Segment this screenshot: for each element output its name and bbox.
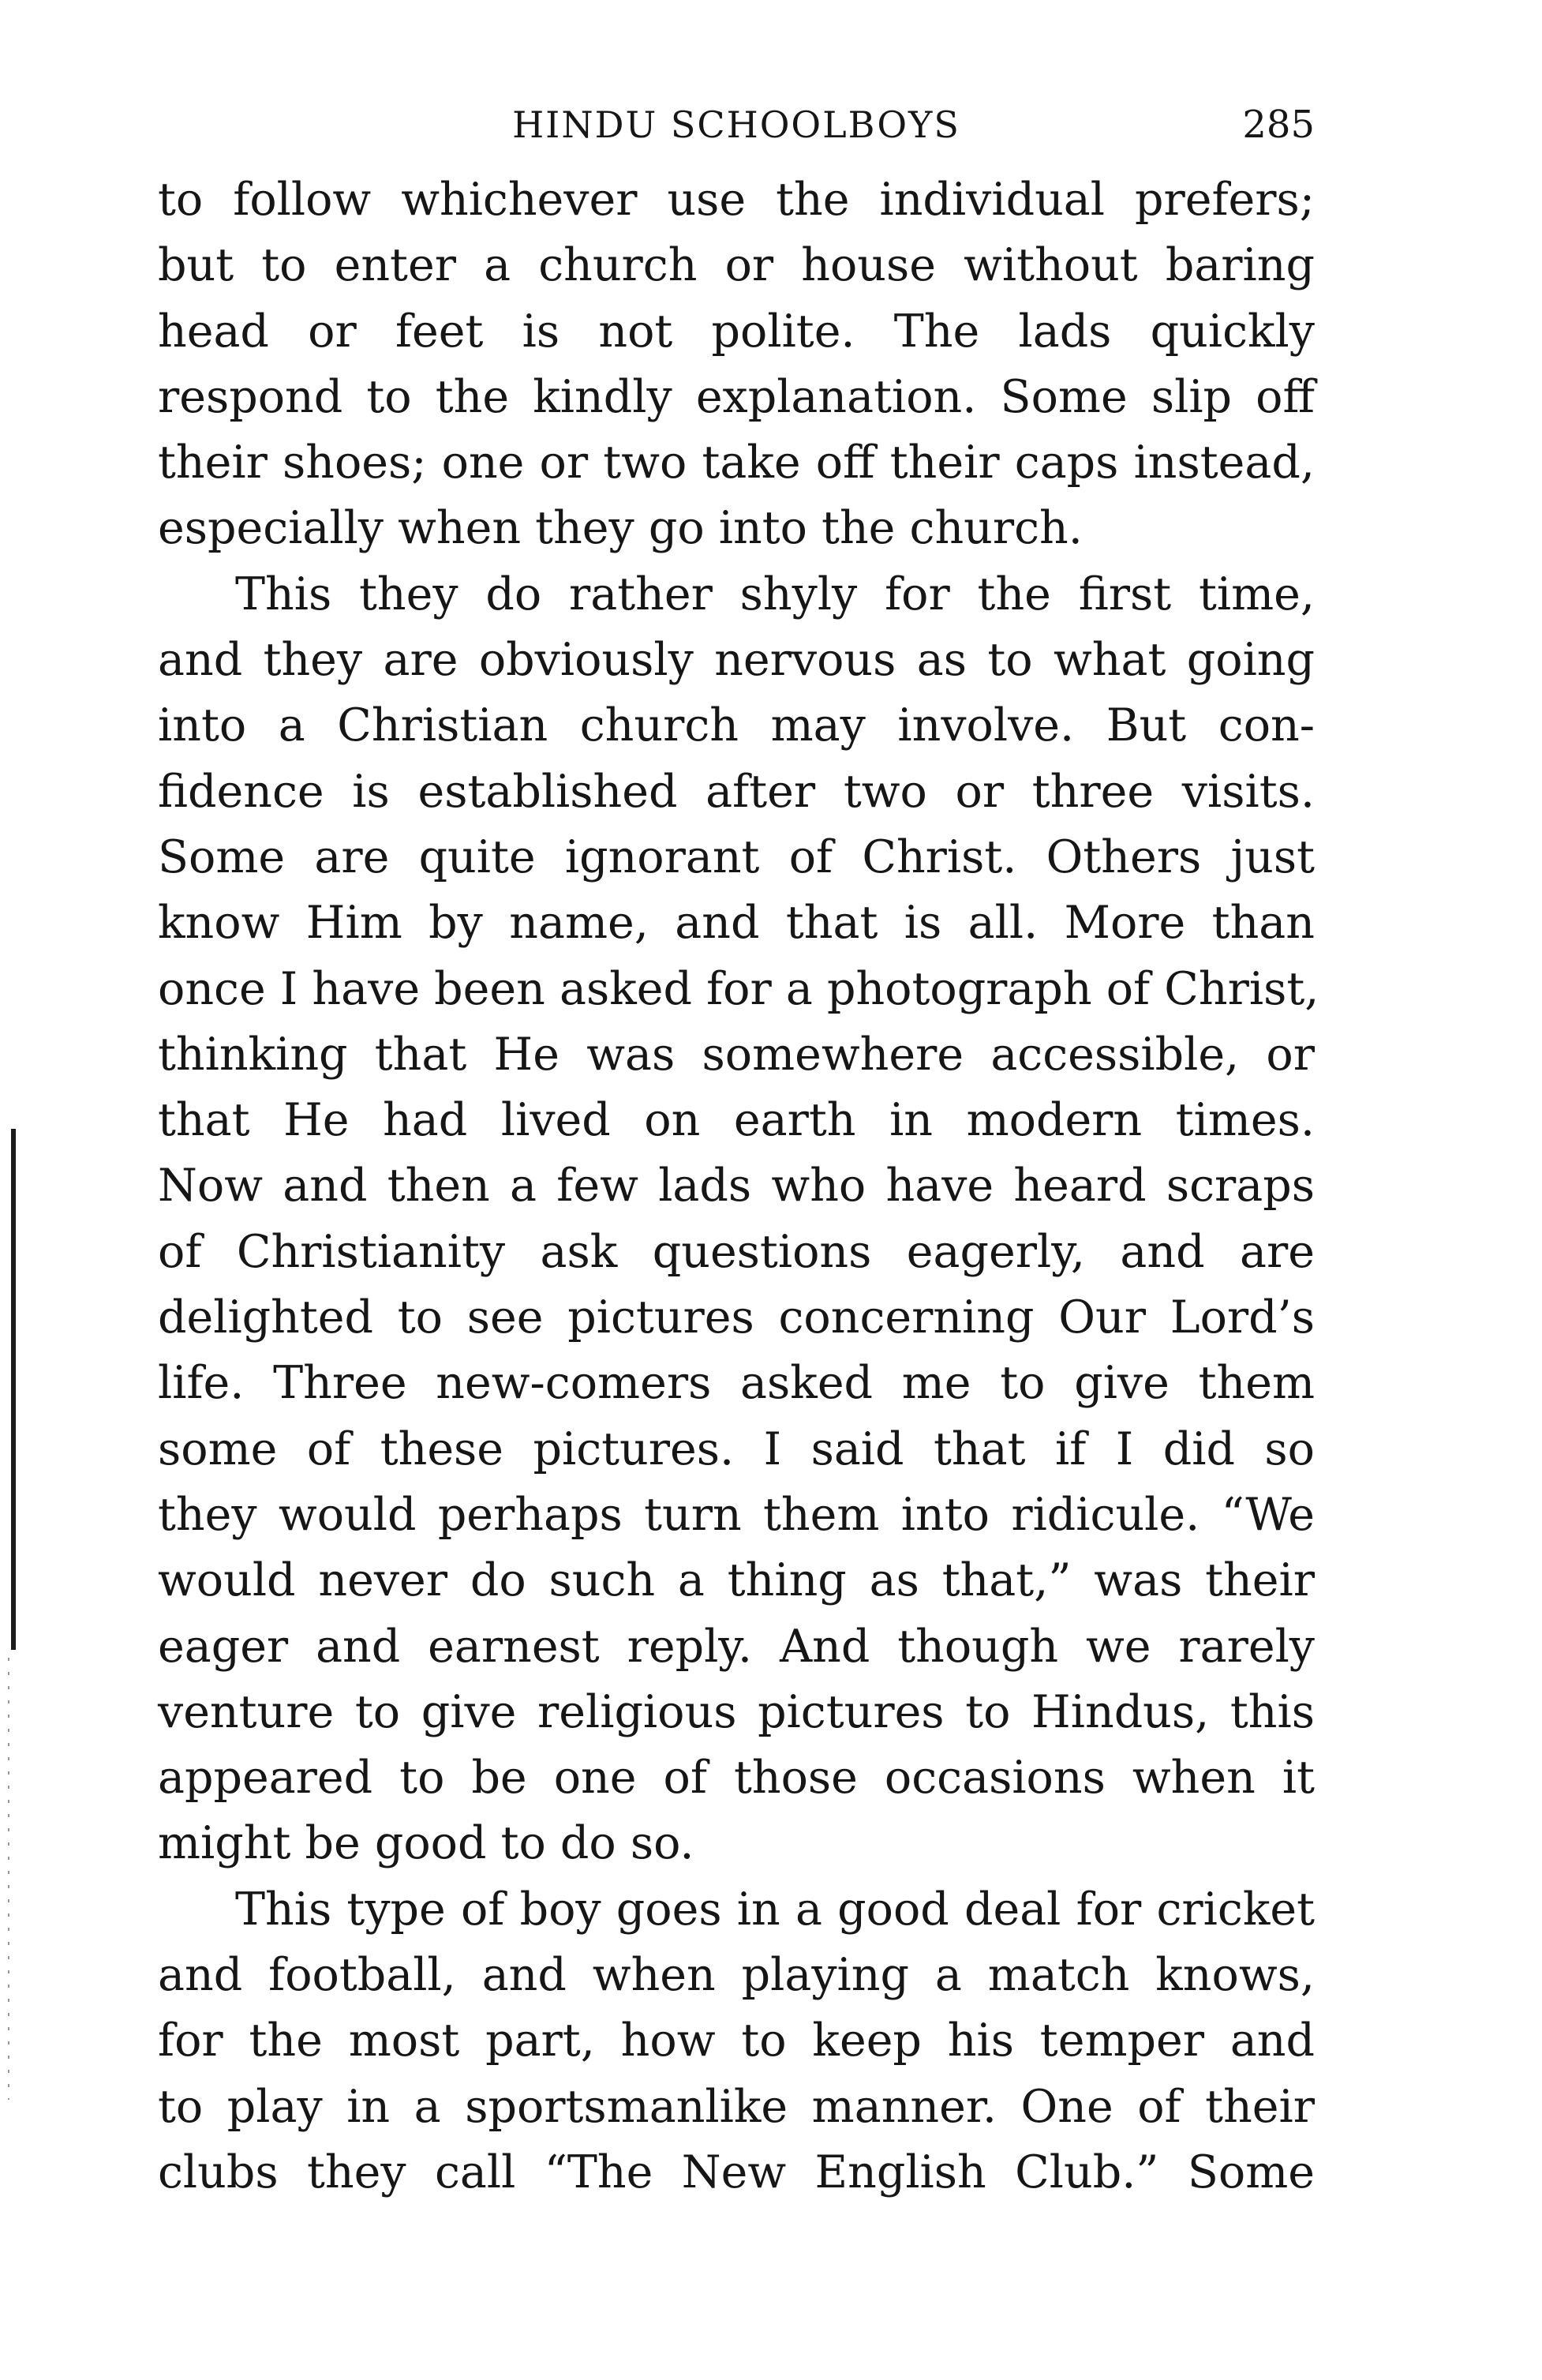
binding-shadow	[11, 1129, 16, 1650]
text-line: to play in a sportsmanlike manner. One of their	[158, 2080, 1315, 2133]
text-line: eager and earnest reply. And though we rarely	[158, 1620, 1315, 1673]
text-line: and football, and when playing a match knows,	[158, 1949, 1315, 2002]
running-head	[158, 93, 1315, 156]
text-line: that He had lived on earth in modern times.	[158, 1094, 1315, 1147]
text-line: some of these pictures. I said that if I did so	[158, 1422, 1315, 1475]
margin-speckles	[8, 1658, 9, 2100]
text-line: appeared to be one of those occasions when it	[158, 1752, 1315, 1805]
running-title: HINDU SCHOOLBOYS	[512, 103, 960, 146]
text-line: clubs they call “The New English Club.” Some	[158, 2146, 1315, 2198]
text-line: once I have been asked for a photograph of Christ,	[158, 962, 1319, 1015]
text-line: Some are quite ignorant of Christ. Others just	[158, 830, 1315, 883]
text-line: life. Three new-comers asked me to give them	[158, 1357, 1315, 1410]
text-line: to follow whichever use the individual prefers;	[158, 174, 1315, 226]
text-line: This type of boy goes in a good deal for cricket	[235, 1883, 1315, 1936]
text-line: might be good to do so.	[158, 1817, 694, 1870]
text-line: especially when they go into the church.	[158, 502, 1083, 555]
text-line: but to enter a church or house without baring	[158, 239, 1315, 292]
text-line: This they do rather shyly for the first time,	[235, 568, 1315, 620]
text-line: for the most part, how to keep his temper and	[158, 2015, 1315, 2067]
text-line: thinking that He was somewhere accessible, or	[158, 1028, 1315, 1081]
text-line: delighted to see pictures concerning Our Lord’s	[158, 1291, 1315, 1344]
text-line: their shoes; one or two take off their caps instead,	[158, 437, 1315, 489]
page-number: 285	[1242, 103, 1315, 147]
body-text	[158, 167, 1319, 2206]
text-line: and they are obviously nervous as to what going	[158, 634, 1315, 687]
text-line: would never do such a thing as that,” was their	[158, 1554, 1315, 1607]
text-line: fidence is established after two or three visits.	[158, 765, 1315, 818]
text-line: head or feet is not polite. The lads quickly	[158, 305, 1315, 358]
text-line: respond to the kindly explanation. Some slip off	[158, 370, 1315, 423]
text-line: they would perhaps turn them into ridicule. “We	[158, 1488, 1315, 1541]
text-line: of Christianity ask questions eagerly, and are	[158, 1225, 1315, 1278]
text-line: Now and then a few lads who have heard scraps	[158, 1160, 1315, 1212]
text-line: into a Christian church may involve. But con-	[158, 699, 1315, 752]
text-line: know Him by name, and that is all. More than	[158, 897, 1315, 950]
text-line: venture to give religious pictures to Hindus, this	[158, 1685, 1315, 1738]
